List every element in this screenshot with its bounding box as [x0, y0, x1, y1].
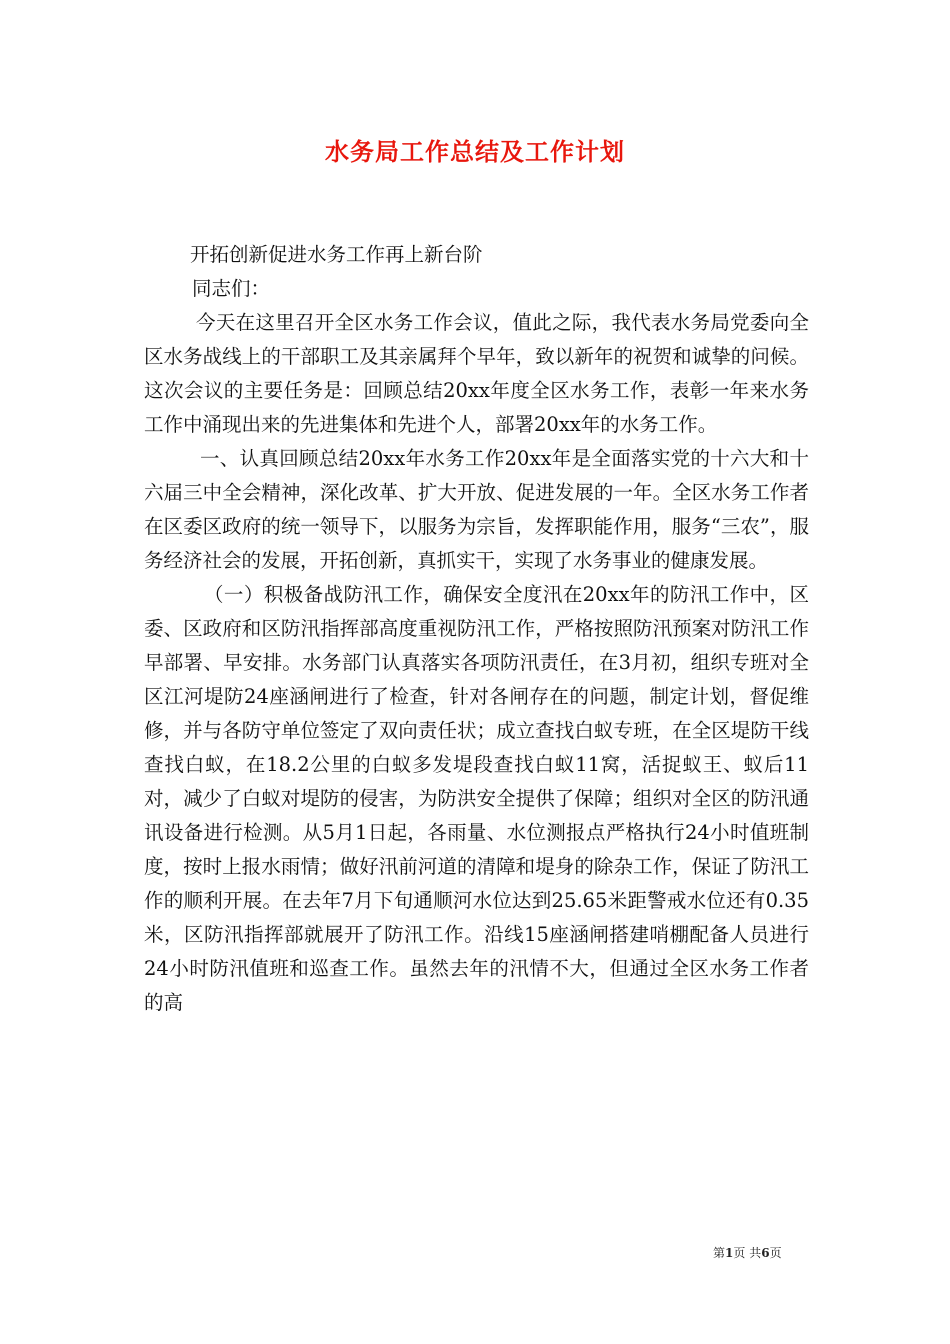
paragraph-section-one: 一、认真回顾总结20xx年水务工作20xx年是全面落实党的十六大和十六届三中全会精神，深化改革、扩大开放、促进发展的一年。全区水务工作者在区委区政府的统一领导下，以服务为宗旨，发挥职能作用，服务“三农”，服务经济社会的发展，开拓创新，真抓实干，实现了水务事业的健康发展。 [144, 447, 809, 572]
paragraph-subsection-one: （一）积极备战防汛工作，确保安全度汛在20xx年的防汛工作中，区委、区政府和区防汛指挥部高度重视防汛工作，严格按照防汛预案对防汛工作早部署、早安排。水务部门认真落实各项防汛责任，在3月初，组织专班对全区江河堤防24座涵闸进行了检查，针对各闸存在的问题，制定计划，督促维修，并与各防守单位签定了双向责任状；成立查找白蚁专班，在全区堤防干线查找白蚁，在18.2公里的白蚁多发堤段查找白蚁11窝，活捉蚁王、蚁后11对，减少了白蚁对堤防的侵害，为防洪安全提供了保障；组织对全区的防汛通讯设备进行检测。从5月1日起，各雨量、水位测报点严格执行24小时值班制度，按时上报水雨情；做好汛前河道的清障和堤身的除杂工作，保证了防汛工作的顺利开展。在去年7月下旬通顺河水位达到25.65米距警戒水位还有0.35米，区防汛指挥部就展开了防汛工作。沿线15座涵闸搭建哨棚配备人员进行24小时防汛值班和巡查工作。虽然去年的汛情不大，但通过全区水务工作者的高 [144, 583, 809, 1014]
document-body [144, 238, 809, 1020]
page-title: 水务局工作总结及工作计划 [325, 137, 625, 166]
current-page-number: 1 [725, 1246, 734, 1260]
total-page-number: 6 [761, 1246, 770, 1260]
page-number-footer [713, 1244, 782, 1261]
footer-suffix: 页 [769, 1246, 782, 1260]
document-subtitle: 开拓创新促进水务工作再上新台阶 [190, 243, 483, 266]
paragraph-intro: 今天在这里召开全区水务工作会议，值此之际，我代表水务局党委向全区水务战线上的干部职工及其亲属拜个早年，致以新年的祝贺和诚挚的问候。这次会议的主要任务是：回顾总结20xx年度全区水务工作，表彰一年来水务工作中涌现出来的先进集体和先进个人，部署20xx年的水务工作。 [144, 311, 809, 436]
salutation: 同志们： [192, 277, 271, 300]
footer-middle: 页 共 [733, 1246, 762, 1260]
footer-prefix: 第 [713, 1246, 726, 1260]
